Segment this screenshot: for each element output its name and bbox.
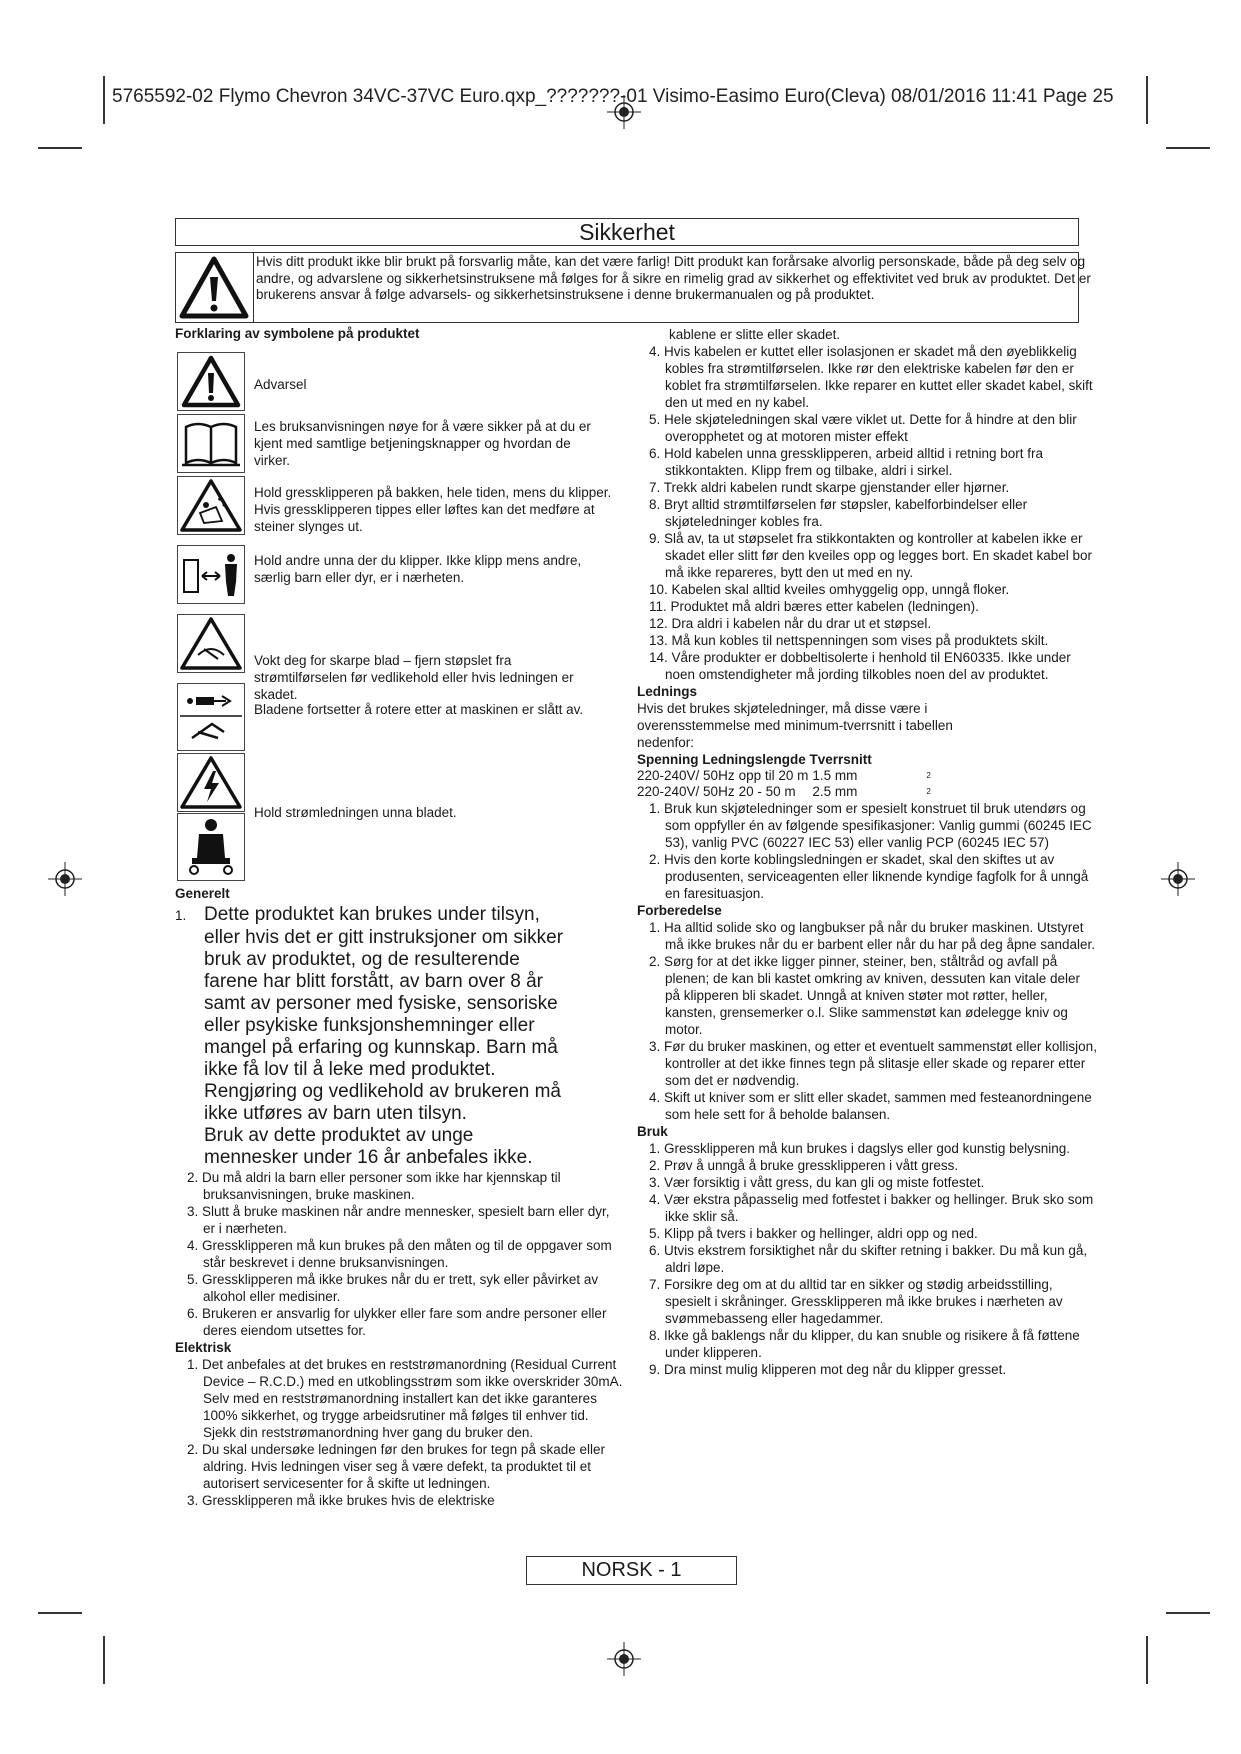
symbol-text: Hold gressklipperen på bakken, hele tiden, mens du klipper. Hvis gressklipperen tippes eller løftes kan det medføre at steiner slynges ut. [254,485,612,534]
electric-shock-icon [177,753,245,812]
warning-box [175,252,1091,323]
symbol-text: Hold andre unna der du klipper. Ikke klipp mens andre, særlig barn eller dyr, er i nærheten. [254,553,582,585]
area-cell: 2.5 mm [812,784,858,799]
right-column [637,326,1097,1378]
forberedelse-heading: Forberedelse [637,903,722,918]
generelt-item-1 [175,904,625,1169]
list-item: 7. Trekk aldri kabelen rundt skarpe gjenstander eller hjørner. [649,480,1010,495]
item-text: ikke utføres av barn uten tilsyn. [204,1103,467,1124]
list-item: 11. Produktet må aldri bæres etter kabelen (ledningen). [649,599,979,614]
symbol-text: Vokt deg for skarpe blad – fjern støpslet fra strømtilførselen før vedlikehold eller hvis ledningen er skadet. [254,653,574,702]
elektrisk-heading: Elektrisk [175,1340,232,1355]
item-text: mangel på erfaring og kunnskap. Barn må [204,1037,558,1058]
item-text: Bruk av dette produktet av unge [204,1125,474,1146]
list-item: 9. Dra minst mulig klipperen mot deg når du klipper gresset. [649,1362,1007,1377]
keep-distance-icon [177,545,245,604]
operator-icon [177,813,245,881]
list-item: 12. Dra aldri i kabelen når du drar ut et støpsel. [649,616,932,631]
warning-text: Hvis ditt produkt ikke blir brukt på forsvarlig måte, kan det være farlig! Ditt produkt kan forårsake alvorlig personskade, både på deg selv og andre, og advarslene og sikkerhetsinstruksene må følges for å sikre en rimelig grad av sikkerhet og effektivitet ved bruk av produktet. Det er brukerens ansvar å følge advarsels- og sikkerhetsinstruksene i denne brukermanualen og på produktet. [256,254,1091,302]
list-item: 2. Hvis den korte koblingsledningen er skadet, skal den skiftes ut av produsenten, serviceagenten eller liknende kyndige fagfolk for å unngå en faresituasjon. [649,852,1089,901]
voltage-cell: 220-240V/ 50Hz [637,768,735,783]
manual-book-icon [177,414,245,473]
item-text: farene har blitt forstått, av barn over 8 år [204,971,544,992]
list-item: 5. Klipp på tvers i bakker og hellinger, aldri opp og ned. [649,1226,978,1241]
registration-mark-icon [607,1642,641,1676]
list-item: 4. Vær ekstra påpasselig med fotfestet i bakker og hellinger. Bruk sko som ikke sklir så. [649,1192,1094,1224]
list-item: 5. Hele skjøteledningen skal være viklet ut. Dette for å hindre at den blir overopphetet og at motoren mister effekt [649,412,1077,444]
list-item: 8. Ikke gå baklengs når du klipper, du kan snuble og risikere å få føttene under klipperen. [649,1328,1080,1360]
thrown-objects-icon [177,476,245,535]
page-footer: NORSK - 1 [526,1556,737,1585]
table-row [637,784,935,800]
length-cell: 20 - 50 m [738,784,796,799]
registration-mark-icon [48,862,82,896]
list-item: 7. Forsikre deg om at du alltid tar en sikker og stødig arbeidsstilling, spesielt i skråninger. Gressklipperen må ikke brukes i nærheten av svømmebasseng eller hagedammer. [649,1277,1063,1326]
crop-mark [103,76,105,124]
item-text: Rengjøring og vedlikehold av brukeren må [204,1081,561,1102]
crop-mark [1166,1612,1210,1614]
list-item: 6. Utvis ekstrem forsiktighet når du skifter retning i bakker. Du må kun gå, aldri løpe. [649,1243,1088,1275]
warning-triangle-icon [177,352,245,411]
crop-mark [1146,76,1148,124]
registration-mark-icon [607,95,641,129]
list-item: 3. Før du bruker maskinen, og etter et eventuelt sammenstøt eller kollisjon, kontroller at det ikke finnes tegn på slitasje eller skade og reparer etter som det er nødvendig. [649,1039,1097,1088]
list-item: 1. Det anbefales at det brukes en reststrømanordning (Residual Current Device – R.C.D.) med en utkoblingsstrøm som ikke overskrider 30mA. Selv med en reststrømanordning installert kan det ikke garanteres 100% sikkerhet, og trygge arbeidsrutiner må følges til enhver tid. Sjekk din reststrømanordning hver gang du bruker den. [187,1357,623,1440]
list-item: 2. Du må aldri la barn eller personer som ikke har kjennskap til bruksanvisningen, bruke maskinen. [187,1170,561,1202]
list-item: 2. Prøv å unngå å bruke gressklipperen i vått gress. [649,1158,959,1173]
superscript: 2 [926,787,931,796]
list-item: 4. Hvis kabelen er kuttet eller isolasjonen er skadet må den øyeblikkelig kobles fra strømtilførselen. Ikke rør den elektriske kabelen før den er koblet fra strømtilførselen. Ikke reparer en kuttet eller skadet kabel, skift den ut med en ny kabel. [649,344,1093,410]
item-text: bruk av produktet, og de resulterende [204,949,520,970]
continued-text: kablene er slitte eller skadet. [669,327,841,342]
list-item: 6. Hold kabelen unna gressklipperen, arbeid alltid i retning bort fra stikkontakten. Klipp frem og tilbake, aldri i sirkel. [649,446,1043,478]
item-text: Dette produktet kan brukes under tilsyn, [204,904,540,925]
lednings-heading: Lednings [637,684,697,699]
table-row [637,768,935,784]
item-text: eller psykiske funksjonshemninger eller [204,1015,535,1036]
crop-mark [103,1636,105,1684]
bruk-heading: Bruk [637,1124,668,1139]
symbol-text: Advarsel [254,377,307,392]
rotating-blade-icon [177,683,245,751]
list-item: 1. Bruk kun skjøteledninger som er spesielt konstruet til bruk utendørs og som oppfyller én av følgende spesifikasjoner: Vanlig gummi (60245 IEC 53), vanlig PVC (60227 IEC 53) eller vanlig PCP (60245 IEC 57) [649,801,1092,850]
crop-mark [38,147,82,149]
warning-triangle-icon [176,253,252,322]
left-column [175,885,625,1509]
warning-icon-cell [176,253,254,322]
list-item: 3. Vær forsiktig i vått gress, du kan gli og miste fotfestet. [649,1175,985,1190]
sharp-blade-icon [177,614,245,673]
list-item: 1. Ha alltid solide sko og langbukser på når du bruker maskinen. Utstyret må ikke brukes når du er barbent eller når du har på deg åpne sandaler. [649,920,1096,952]
list-item: 3. Gressklipperen må ikke brukes hvis de elektriske [187,1493,495,1508]
crop-mark [1166,147,1210,149]
table-header: Spenning Ledningslengde Tverrsnitt [637,752,872,767]
item-number: 1. [175,908,187,923]
symbol-text: Bladene fortsetter å rotere etter at maskinen er slått av. [254,702,584,717]
voltage-cell: 220-240V/ 50Hz [637,784,735,799]
item-text: ikke få lov til å leke med produktet. [204,1059,496,1080]
crop-mark [38,1612,82,1614]
superscript: 2 [926,771,931,780]
cable-table [637,768,935,800]
crop-mark [1146,1636,1148,1684]
list-item: 2. Du skal undersøke ledningen før den brukes for tegn på skade eller aldring. Hvis ledningen viser seg å være defekt, ta produktet til et autorisert servicesenter for å skifte ut ledningen. [187,1442,605,1491]
list-item: 9. Slå av, ta ut støpselet fra stikkontakten og kontroller at kabelen ikke er skadet eller slitt før den kveiles opp og legges bort. En skadet kabel bor må ikke repareres, bytt den ut med en ny. [649,531,1092,580]
list-item: 2. Sørg for at det ikke ligger pinner, steiner, ben, ståltråd og avfall på plenen; de kan bli kastet omkring av kniven, dessuten kan vitale deler på klipperen bli skadet. Unngå at kniven støter mot røtter, heller, kansten, grensemerker o.l. Slike sammenstøt kan ødelegge kniv og motor. [649,954,1080,1037]
list-item: 6. Brukeren er ansvarlig for ulykker eller fare som andre personer eller deres eiendom utsettes for. [187,1306,607,1338]
list-item: 13. Må kun kobles til nettspenningen som vises på produktets skilt. [649,633,1049,648]
list-item: 10. Kabelen skal alltid kveiles omhyggelig opp, unngå floker. [649,582,1010,597]
list-item: 5. Gressklipperen må ikke brukes når du er trett, syk eller påvirket av alkohol eller medisiner. [187,1272,599,1304]
lednings-intro: Hvis det brukes skjøteledninger, må disse være i overensstemmelse med minimum-tverrsnitt i tabellen nedenfor: [637,701,953,750]
area-cell: 1.5 mm [812,768,858,783]
symbol-text: Hold strømledningen unna bladet. [254,805,457,820]
registration-mark-icon [1161,862,1195,896]
list-item: 4. Gressklipperen må kun brukes på den måten og til de oppgaver som står beskrevet i denne bruksanvisningen. [187,1238,612,1270]
symbol-text: Les bruksanvisningen nøye for å være sikker på at du er kjent med samtlige betjeningsknapper og hvordan de virker. [254,419,591,468]
page-title: Sikkerhet [175,218,1079,246]
generelt-heading: Generelt [175,886,230,901]
list-item: 1. Gressklipperen må kun brukes i dagslys eller god kunstig belysning. [649,1141,1070,1156]
list-item: 4. Skift ut kniver som er slitt eller skadet, sammen med festeanordningene som hele sett for å beholde balansen. [649,1090,1092,1122]
list-item: 3. Slutt å bruke maskinen når andre mennesker, spesielt barn eller dyr, er i nærheten. [187,1204,610,1236]
item-text: mennesker under 16 år anbefales ikke. [204,1147,533,1168]
item-text: samt av personer med fysiske, sensoriske [204,993,558,1014]
item-text: eller hvis det er gitt instruksjoner om sikker [204,927,564,948]
list-item: 14. Våre produkter er dobbeltisolerte i henhold til EN60335. Ikke under noen omstendigheter må jording tilkobles noen del av produktet. [649,650,1071,682]
print-header: 5765592-02 Flymo Chevron 34VC-37VC Euro.qxp_???????-01 Visimo-Easimo Euro(Cleva) 08/01/2016 11:41 Page 25 [112,86,1114,107]
symbols-heading: Forklaring av symbolene på produktet [175,326,420,341]
list-item: 8. Bryt alltid strømtilførselen før støpsler, kabelforbindelser eller skjøteledninger kobles fra. [649,497,1028,529]
length-cell: opp til 20 m [738,768,809,783]
